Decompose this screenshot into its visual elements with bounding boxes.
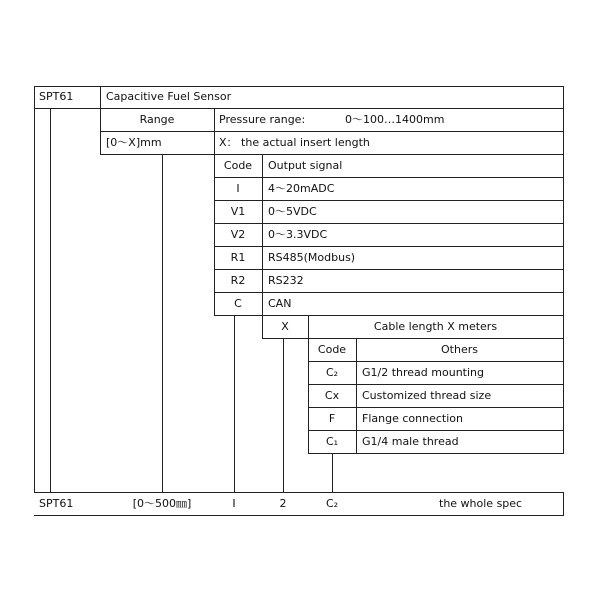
cable-label: Cable length X meters: [373, 320, 498, 333]
output-code: V1: [230, 205, 246, 218]
output-signal: 4〜20mADC: [268, 182, 335, 195]
rule: [100, 131, 564, 132]
others-code: F: [328, 412, 336, 425]
others-desc: G1/2 thread mounting: [362, 366, 484, 379]
rule: [308, 430, 564, 431]
rule: [308, 384, 564, 385]
rule: [308, 407, 564, 408]
others-code: C₁: [325, 435, 339, 448]
example-others: C₂: [325, 497, 339, 510]
example-note: the whole spec: [439, 497, 523, 510]
output-code: R2: [230, 274, 246, 287]
example-output: I: [232, 497, 236, 510]
output-signal: CAN: [268, 297, 292, 310]
rule: [34, 86, 35, 492]
rule: [34, 492, 564, 493]
rule: [308, 453, 564, 454]
rule: [34, 108, 564, 109]
product-name: Capacitive Fuel Sensor: [106, 90, 232, 103]
others-desc: G1/4 male thread: [362, 435, 459, 448]
rule: [563, 86, 564, 454]
others-code: Cx: [324, 389, 340, 402]
others-desc: Flange connection: [362, 412, 463, 425]
rule: [162, 154, 163, 492]
others-code-header: Code: [317, 343, 347, 356]
output-signal: 0〜3.3VDC: [268, 228, 328, 241]
pressure-label: Pressure range:: [219, 113, 306, 126]
output-code: C: [234, 297, 242, 310]
output-code: R1: [230, 251, 246, 264]
rule: [563, 492, 564, 516]
rule: [50, 108, 51, 492]
rule: [308, 361, 564, 362]
others-header: Others: [441, 343, 478, 356]
output-signal-header: Output signal: [268, 159, 343, 172]
example-range: [0〜500㎜]: [132, 497, 192, 510]
pressure-value: 0〜100…1400mm: [345, 113, 445, 126]
rule: [214, 246, 564, 247]
example-model: SPT61: [39, 497, 74, 510]
output-code: I: [236, 182, 240, 195]
output-signal: 0〜5VDC: [268, 205, 317, 218]
rule: [214, 315, 564, 316]
rule: [283, 338, 284, 492]
range-value: [0〜X]mm: [106, 136, 162, 149]
output-code-header: Code: [223, 159, 253, 172]
rule: [34, 515, 564, 516]
insert-note: X： the actual insert length: [219, 136, 370, 149]
cable-code: X: [281, 320, 289, 333]
rule: [214, 200, 564, 201]
rule: [214, 177, 564, 178]
rule: [214, 292, 564, 293]
others-desc: Customized thread size: [362, 389, 492, 402]
rule: [332, 453, 333, 492]
output-signal: RS232: [268, 274, 304, 287]
others-code: C₂: [325, 366, 339, 379]
rule: [308, 315, 309, 453]
model-code: SPT61: [39, 90, 74, 103]
rule: [262, 154, 263, 338]
rule: [214, 223, 564, 224]
output-code: V2: [230, 228, 246, 241]
rule: [100, 154, 564, 155]
output-signal: RS485(Modbus): [268, 251, 356, 264]
example-cable: 2: [279, 497, 287, 510]
rule: [34, 86, 564, 87]
rule: [234, 315, 235, 492]
rule: [214, 269, 564, 270]
range-label: Range: [139, 113, 175, 126]
